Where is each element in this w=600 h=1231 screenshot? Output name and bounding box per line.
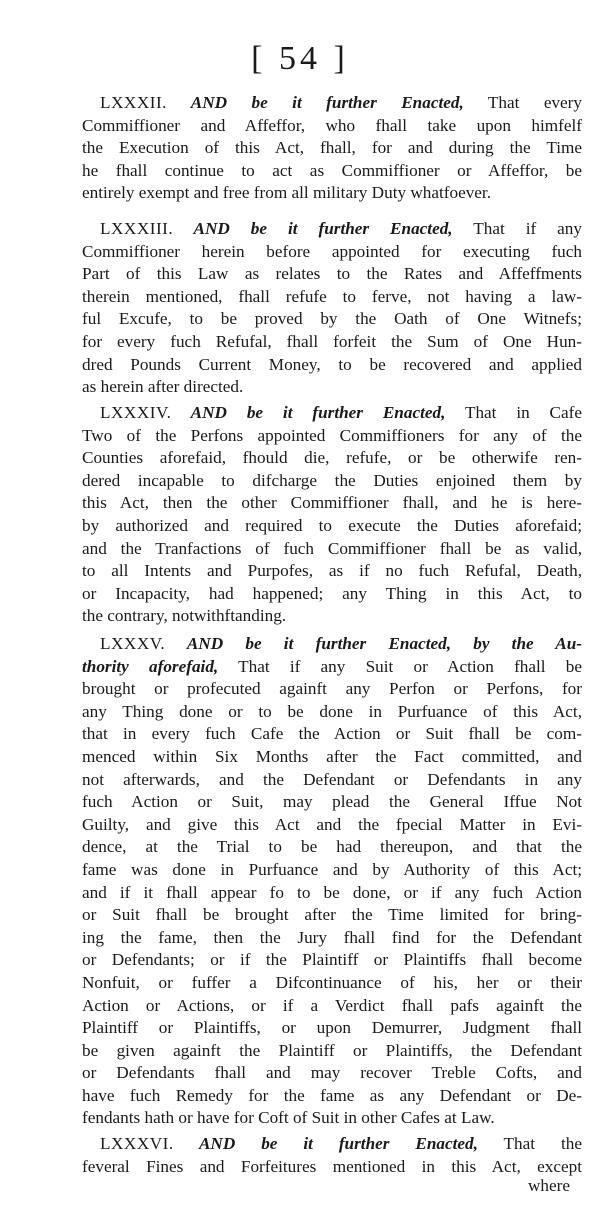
section-line: entirely exempt and free from all military Duty whatfoever. — [82, 183, 492, 203]
section-line: Nonfuit, or fuffer a Difcontinuance of his, her or their — [82, 972, 582, 992]
section-line: menced within Six Months after the Fact committed, and — [82, 746, 582, 766]
section-line: LXXXIV. AND be it further Enacted, That in Cafe — [100, 403, 582, 422]
section-line: or Incapacity, had happened; any Thing in this Act, to — [82, 583, 582, 603]
section-line: or Defendants fhall and may recover Treble Cofts, and — [82, 1063, 582, 1083]
section-line: LXXXV. AND be it further Enacted, by the Au- — [100, 634, 582, 653]
section-line: and the Tranfactions of fuch Commiffioner fhall be as valid, — [82, 538, 582, 558]
section-line: this Act, then the other Commiffioner fhall, and he is here- — [82, 493, 582, 513]
section-line: not afterwards, and the Defendant or Defendants in any — [82, 769, 582, 789]
section-line: or Defendants; or if the Plaintiff or Plaintiffs fhall become — [82, 950, 582, 970]
section-line: LXXXVI. AND be it further Enacted, That the — [100, 1134, 582, 1153]
section-line: dred Pounds Current Money, to be recovered and applied — [82, 354, 582, 374]
section-line: the contrary, notwithftanding. — [82, 606, 287, 626]
section-line: thority aforefaid, That if any Suit or Action fhall be — [82, 656, 582, 676]
section-lxxxiv — [82, 402, 582, 628]
section-line: be given againft the Plaintiff or Plaintiffs, the Defendant — [82, 1040, 582, 1060]
section-line: for every fuch Refufal, fhall forfeit the Sum of One Hun- — [82, 331, 582, 351]
section-line: dence, at the Trial to be had thereupon, and that the — [82, 837, 582, 857]
section-lxxxiii — [82, 218, 582, 399]
section-line: and if it fhall appear fo to be done, or if any fuch Action — [82, 882, 582, 902]
section-line: Guilty, and give this Act and the fpecial Matter in Evi- — [82, 814, 582, 834]
section-line: he fhall continue to act as Commiffioner or Affeffor, be — [82, 160, 582, 180]
section-line: dered incapable to difcharge the Duties enjoined them by — [82, 470, 582, 490]
section-line: LXXXIII. AND be it further Enacted, That if any — [100, 219, 582, 238]
section-line: Part of this Law as relates to the Rates and Affeffments — [82, 264, 582, 284]
section-line: fendants hath or have for Coft of Suit in other Cafes at Law. — [82, 1108, 495, 1128]
section-line: that in every fuch Cafe the Action or Suit fhall be com- — [82, 724, 582, 744]
section-line: any Thing done or to be done in Purfuance of this Act, — [82, 701, 582, 721]
page-number: [ 54 ] — [251, 40, 349, 77]
section-line: Commiffioner herein before appointed for executing fuch — [82, 241, 582, 261]
section-lxxxii — [82, 92, 582, 205]
section-line: Counties aforefaid, fhould die, refufe, or be otherwife ren- — [82, 448, 582, 468]
section-line: brought or profecuted againft any Perfon or Perfons, for — [82, 679, 582, 699]
section-line: Plaintiff or Plaintiffs, or upon Demurrer, Judgment fhall — [82, 1018, 582, 1038]
section-line: Two of the Perfons appointed Commiffioners for any of the — [82, 425, 582, 445]
section-line: feveral Fines and Forfeitures mentioned in this Act, except — [82, 1156, 582, 1176]
section-line: LXXXII. AND be it further Enacted, That every — [100, 93, 582, 112]
section-line: therein mentioned, fhall refufe to ferve, not having a law- — [82, 286, 582, 306]
catchword: where — [528, 1176, 570, 1195]
section-line: as herein after directed. — [82, 377, 244, 397]
section-lxxxvi — [82, 1133, 582, 1178]
section-line: fame was done in Purfuance and by Authority of this Act; — [82, 859, 582, 879]
section-line: ful Excufe, to be proved by the Oath of One Witnefs; — [82, 309, 582, 329]
section-line: ing the fame, then the Jury fhall find for the Defendant — [82, 927, 582, 947]
section-line: the Execution of this Act, fhall, for and during the Time — [82, 138, 582, 158]
section-line: Action or Actions, or if a Verdict fhall pafs againft the — [82, 995, 582, 1015]
section-line: to all Intents and Purpofes, as if no fuch Refufal, Death, — [82, 561, 582, 581]
section-line: have fuch Remedy for the fame as any Defendant or De- — [82, 1085, 582, 1105]
section-lxxxv — [82, 633, 582, 1130]
section-line: by authorized and required to execute the Duties aforefaid; — [82, 515, 582, 535]
section-line: or Suit fhall be brought after the Time limited for bring- — [82, 905, 582, 925]
section-line: fuch Action or Suit, may plead the General Iffue Not — [82, 792, 582, 812]
section-line: Commiffioner and Affeffor, who fhall take upon himfelf — [82, 115, 582, 135]
